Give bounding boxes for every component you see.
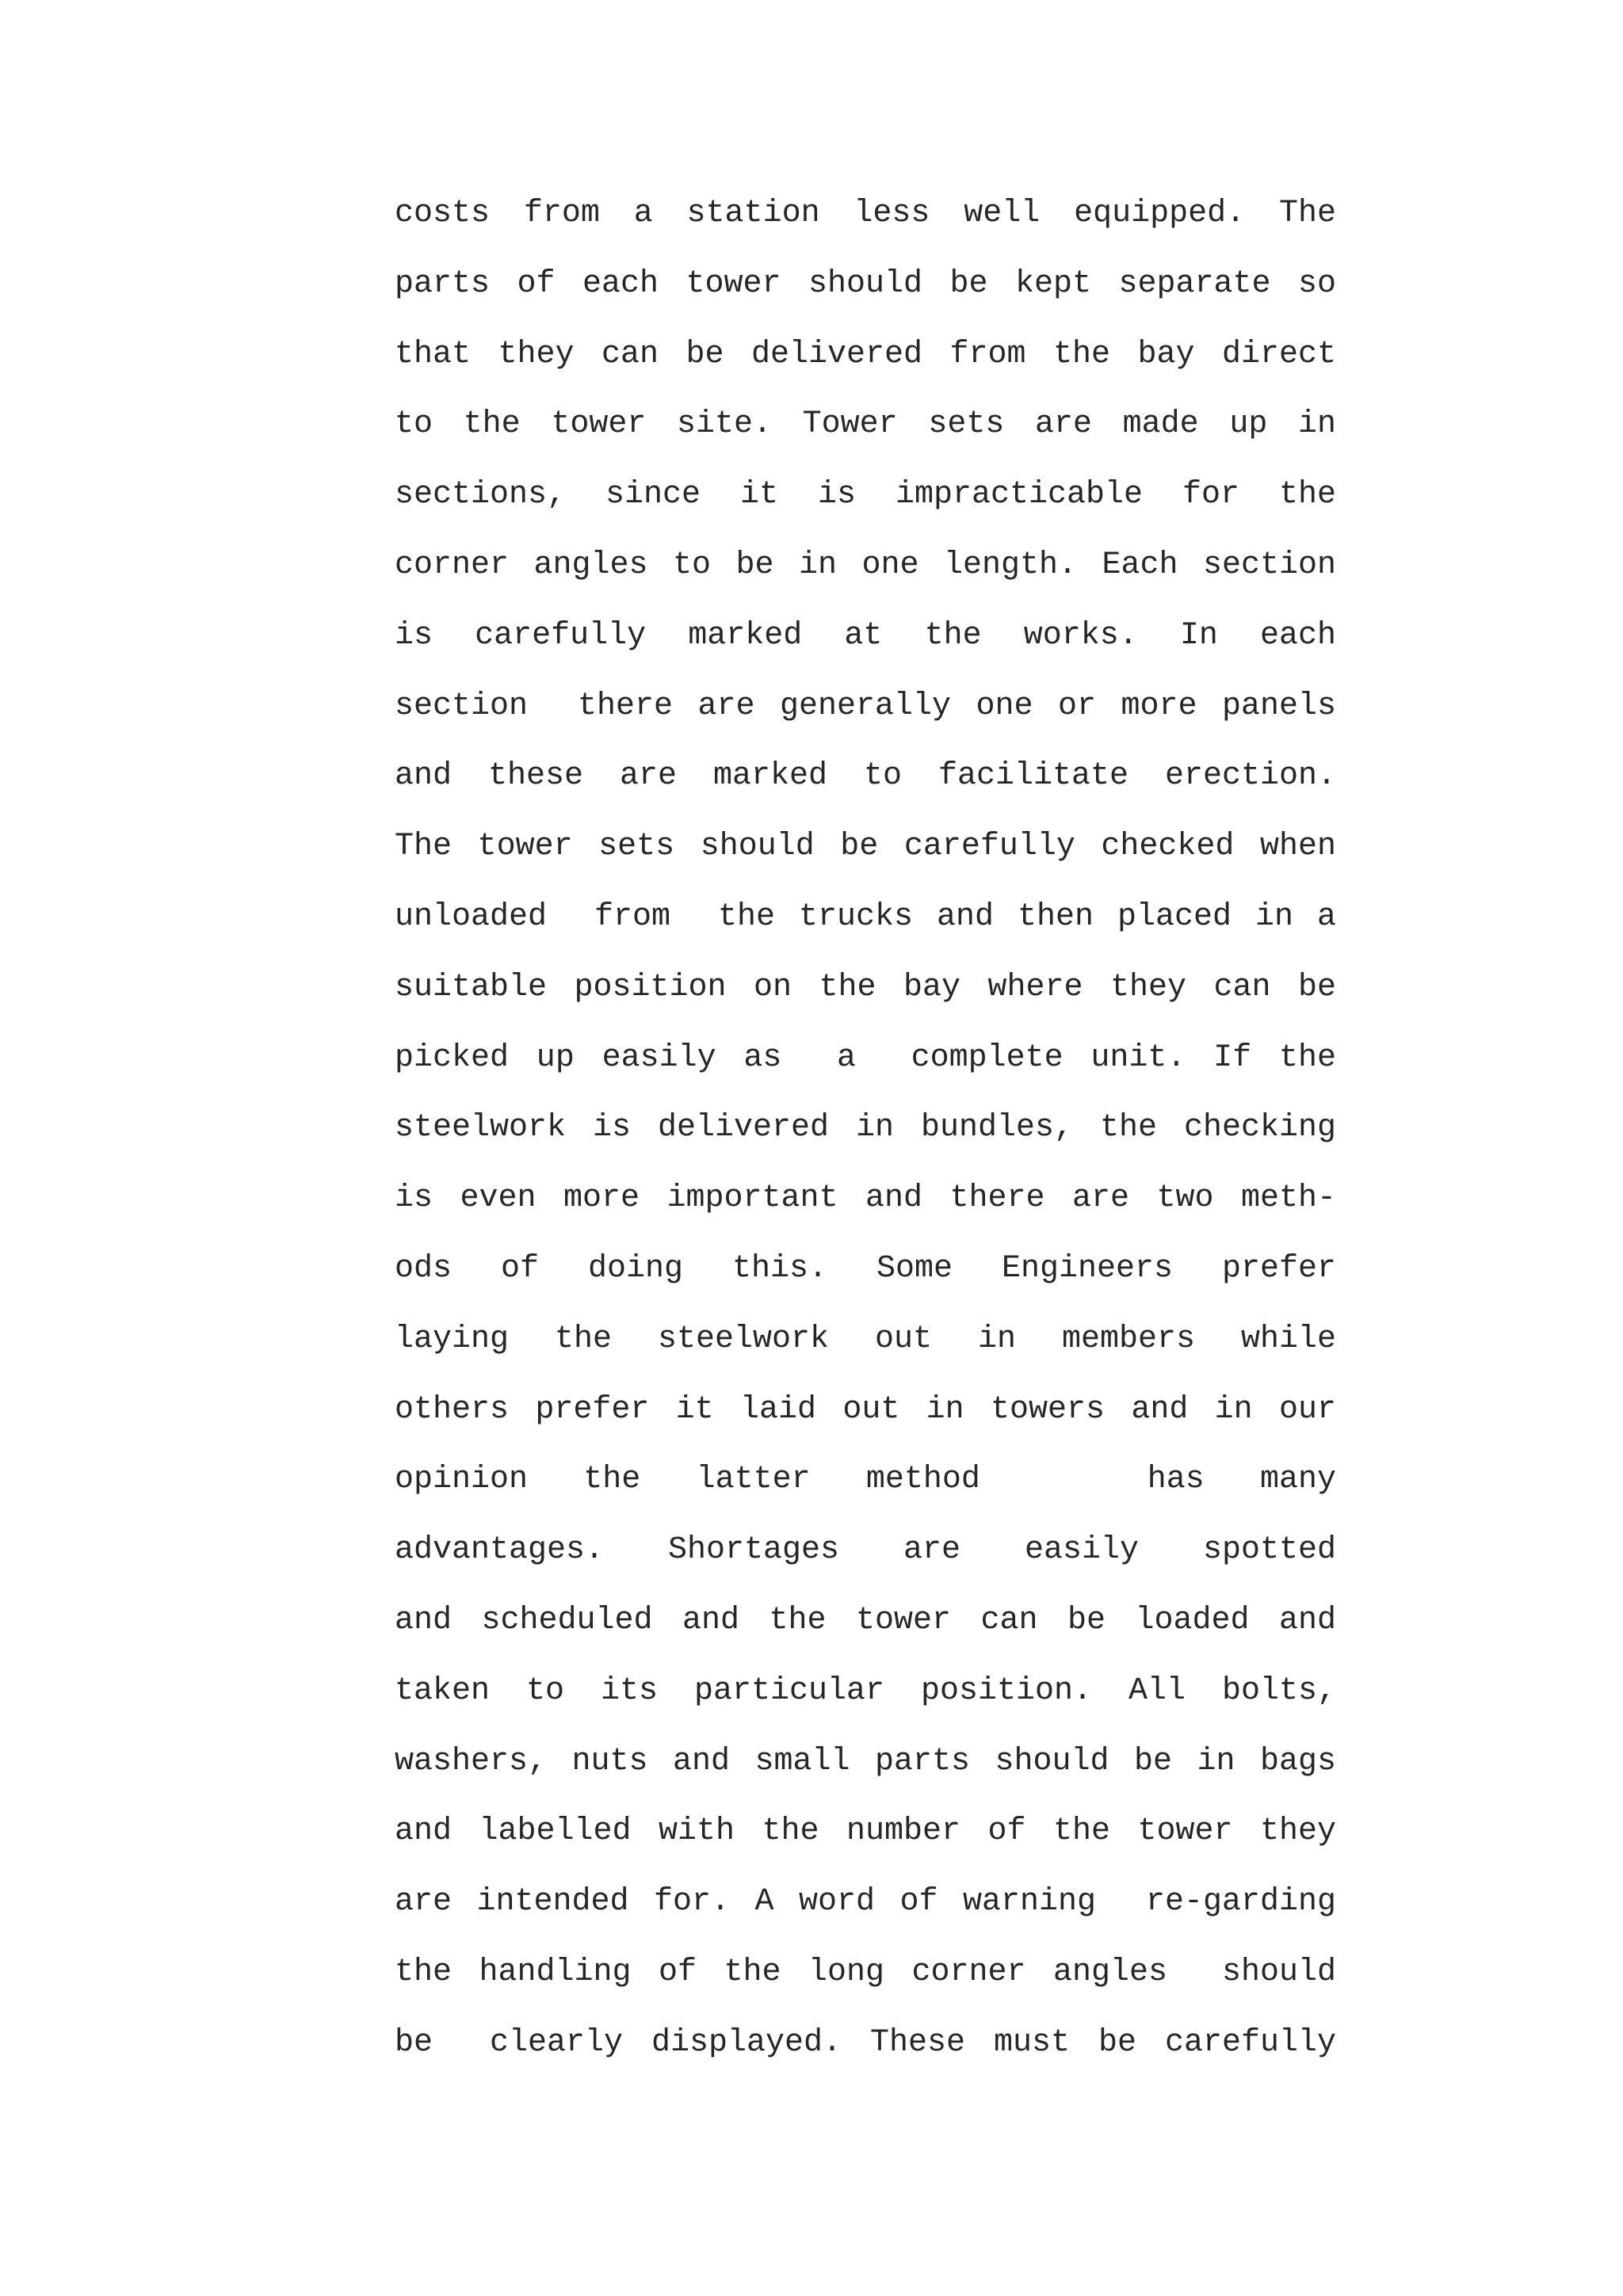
text-line: is even more important and there are two meth- bbox=[395, 1180, 1336, 1217]
text-line: washers, nuts and small parts should be in bags bbox=[395, 1743, 1336, 1779]
text-line: to the tower site. Tower sets are made up in bbox=[395, 406, 1336, 443]
text-line: picked up easily as a complete unit. If the bbox=[395, 1039, 1336, 1076]
body-text bbox=[395, 190, 1336, 2090]
text-line: others prefer it laid out in towers and in our bbox=[395, 1391, 1336, 1428]
text-line: opinion the latter method has many bbox=[395, 1462, 1336, 1498]
text-line: and these are marked to facilitate erection. bbox=[395, 758, 1336, 795]
text-line: and labelled with the number of the tower they bbox=[395, 1814, 1336, 1850]
text-line: steelwork is delivered in bundles, the checking bbox=[395, 1110, 1336, 1146]
text-line: laying the steelwork out in members while bbox=[395, 1321, 1336, 1357]
text-line: be clearly displayed. These must be carefully bbox=[395, 2024, 1336, 2061]
text-line: ods of doing this. Some Engineers prefer bbox=[395, 1250, 1336, 1287]
text-line: is carefully marked at the works. In each bbox=[395, 617, 1336, 654]
text-line: sections, since it is impracticable for the bbox=[395, 477, 1336, 513]
text-line: costs from a station less well equipped. The bbox=[395, 196, 1336, 231]
text-line: and scheduled and the tower can be loaded and bbox=[395, 1602, 1336, 1638]
text-line: that they can be delivered from the bay direct bbox=[395, 336, 1336, 372]
text-line: advantages. Shortages are easily spotted bbox=[395, 1532, 1336, 1569]
text-line: suitable position on the bay where they can be bbox=[395, 969, 1336, 1005]
text-line: taken to its particular position. All bolts, bbox=[395, 1672, 1336, 1709]
text-line: corner angles to be in one length. Each section bbox=[395, 547, 1336, 583]
text-line: the handling of the long corner angles should bbox=[395, 1954, 1336, 1990]
text-line: parts of each tower should be kept separate so bbox=[395, 265, 1336, 302]
text-line: section there are generally one or more panels bbox=[395, 688, 1336, 724]
text-line: unloaded from the trucks and then placed in a bbox=[395, 898, 1336, 935]
text-line: The tower sets should be carefully checked when bbox=[395, 829, 1336, 865]
text-line: are intended for. A word of warning re-garding bbox=[395, 1884, 1336, 1920]
